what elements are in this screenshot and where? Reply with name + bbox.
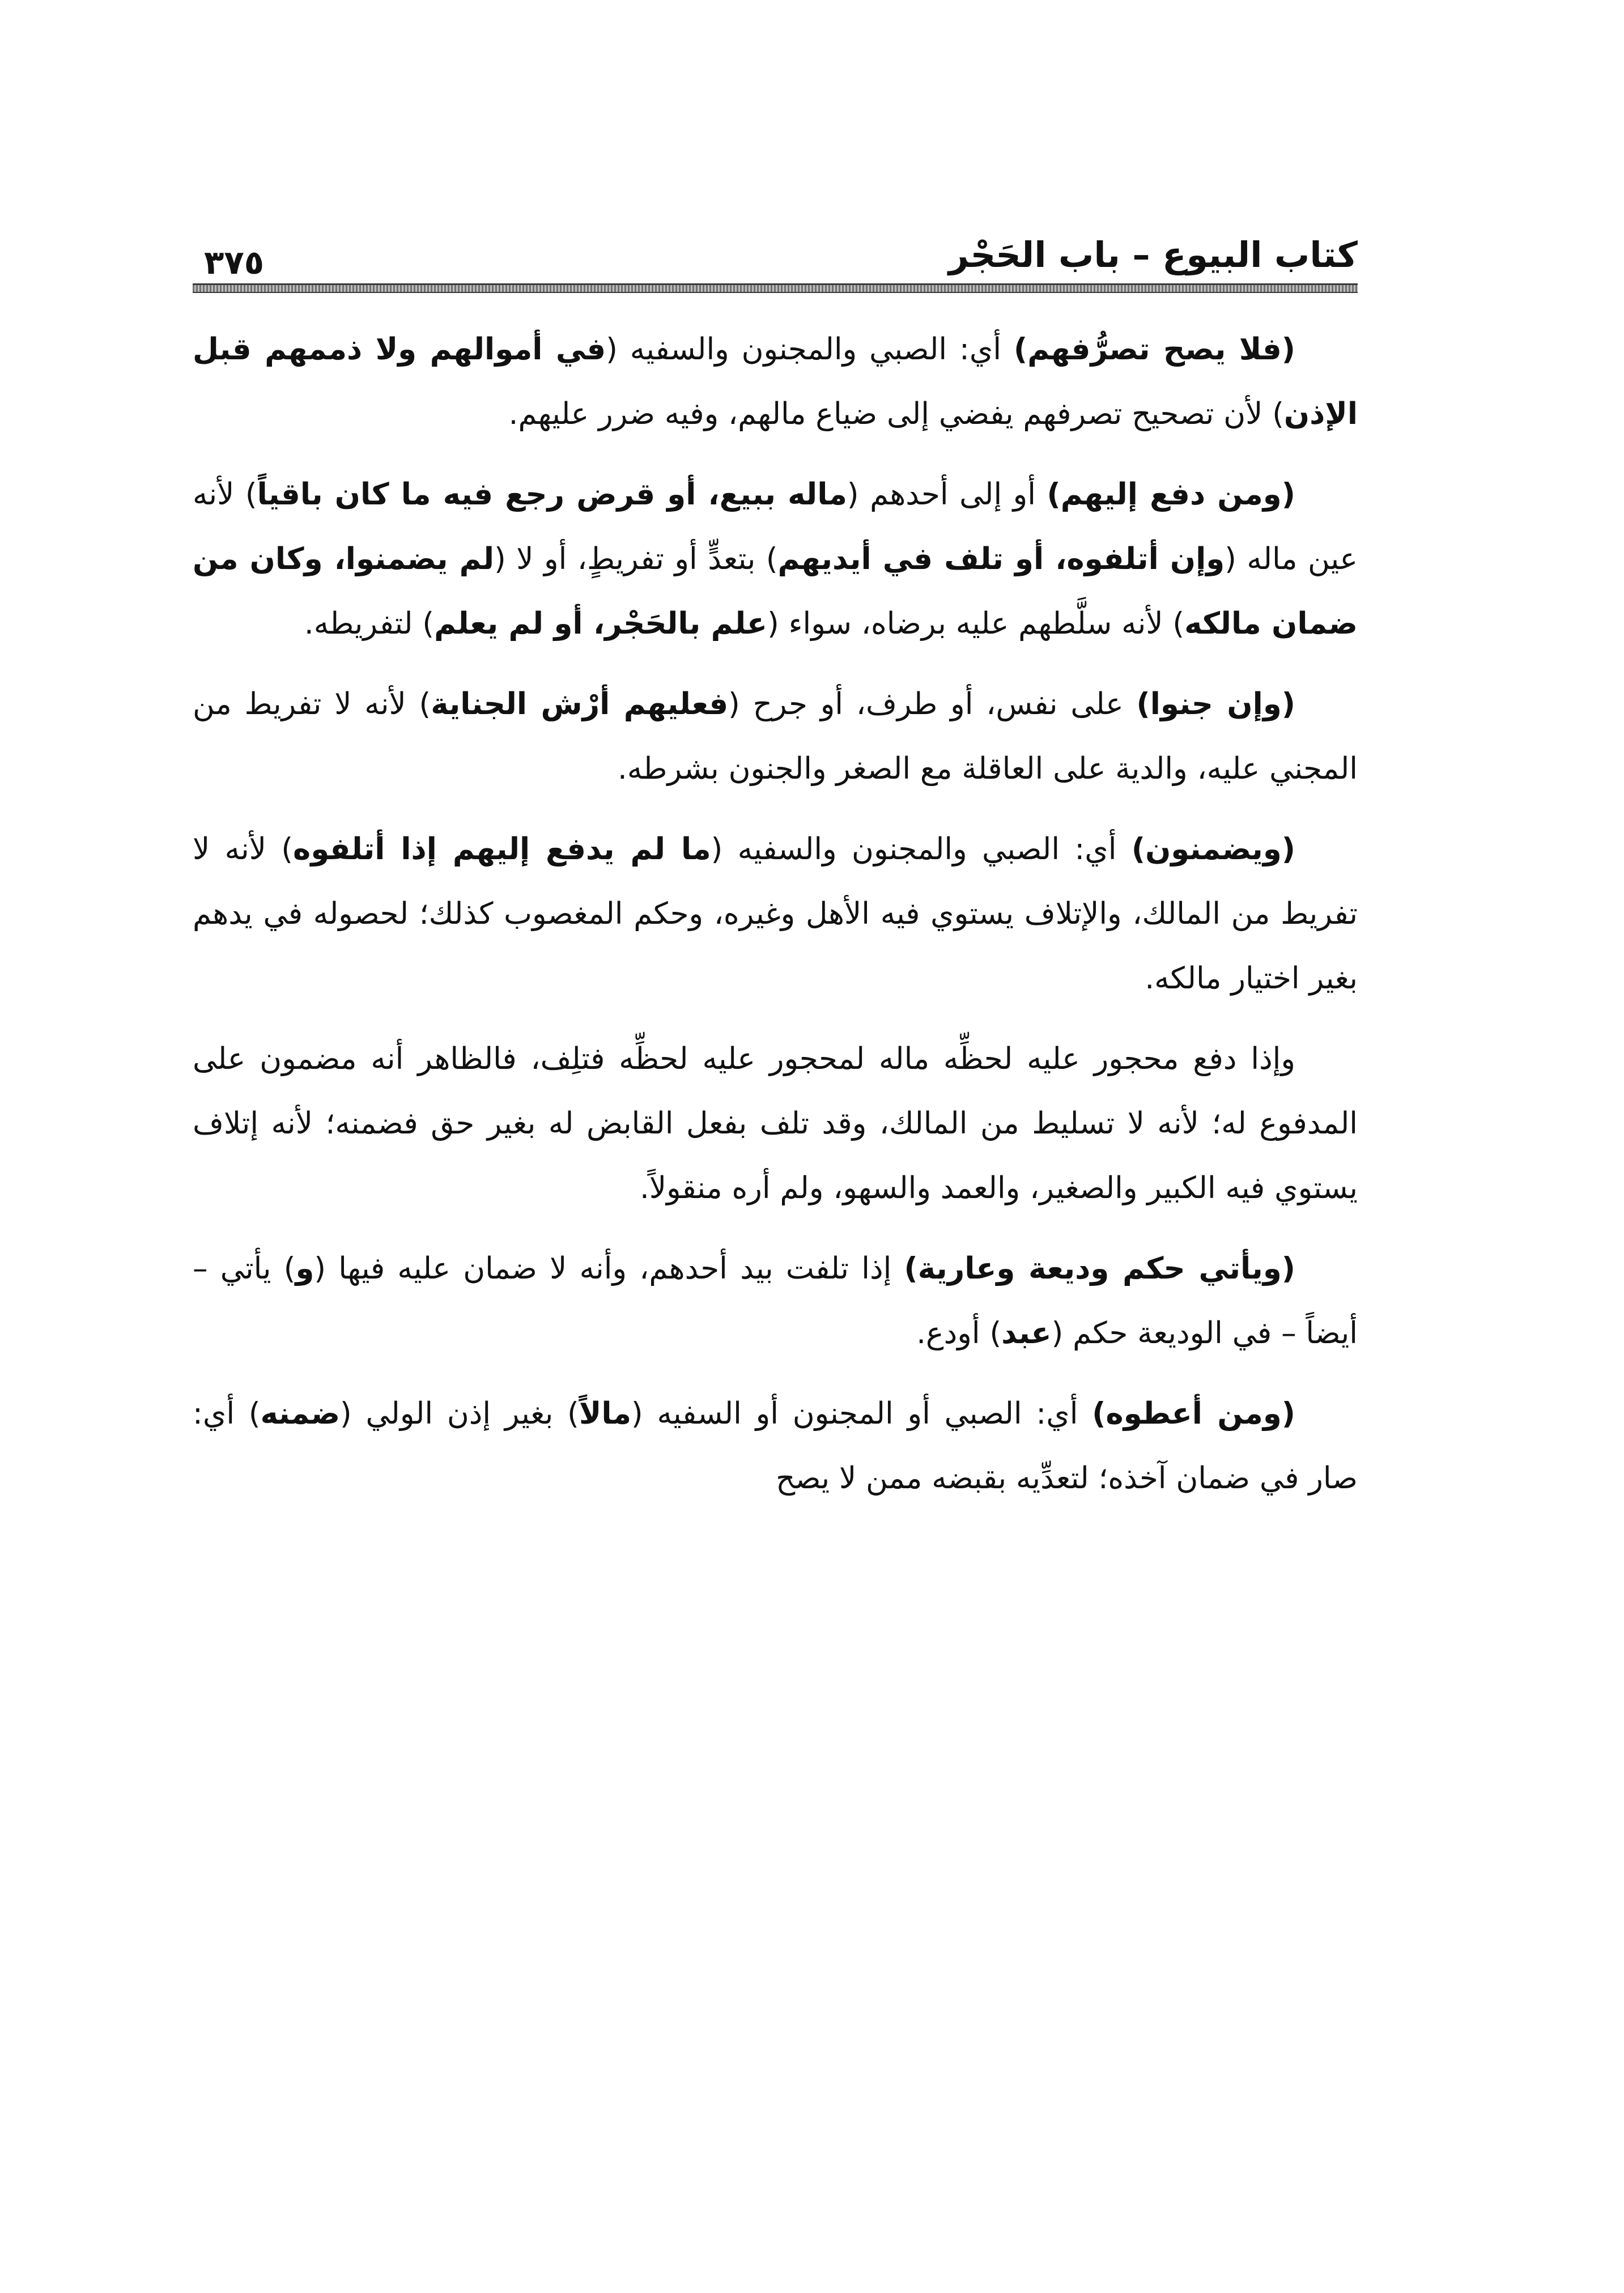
commentary-text: ) لأنه لا تفريط من المجني عليه، والدية على العاقلة مع الصغر والجنون بشرطه. — [193, 687, 1358, 786]
commentary-text: أو إلى أحدهم ( — [847, 477, 1047, 512]
commentary-text: ) بغير إذن الولي ( — [340, 1396, 579, 1431]
matn-text: علم بالحَجْر، أو لم يعلم — [434, 606, 768, 641]
commentary-text: وإذا دفع محجور عليه لحظِّه ماله لمحجور عليه لحظِّه فتلِف، فالظاهر أنه مضمون على المدفوع له؛ لأنه لا تسليط من المالك، وقد تلف بفعل القابض له بغير حق فضمنه؛ لأنه إتلاف يستوي فيه الكبير والصغير، والعمد والسهو، ولم أره منقولاً. — [193, 1042, 1358, 1205]
paragraph — [193, 462, 1358, 656]
matn-text: (ومن أعطوه) — [1092, 1396, 1295, 1431]
commentary-text: ) لأن تصحيح تصرفهم يفضي إلى ضياع مالهم، وفيه ضرر عليهم. — [508, 397, 1284, 431]
matn-text: و — [295, 1251, 314, 1286]
commentary-text: ) أودع. — [916, 1316, 1002, 1351]
commentary-text: أي: الصبي والمجنون والسفيه ( — [606, 332, 1014, 367]
paragraph — [193, 672, 1358, 801]
matn-text: في أموالهم ولا ذممهم قبل الإذن — [193, 332, 1358, 431]
running-title: كتاب البيوع – باب الحَجْر — [949, 234, 1358, 275]
matn-text: لم يضمنوا، وكان من ضمان مالكه — [193, 542, 1358, 641]
matn-text: عبد — [1001, 1316, 1052, 1351]
paragraph — [193, 1027, 1358, 1221]
commentary-text: إذا تلفت بيد أحدهم، وأنه لا ضمان عليه فيها ( — [314, 1251, 904, 1286]
header-rule — [193, 283, 1358, 293]
commentary-text: على نفس، أو طرف، أو جرح ( — [728, 687, 1137, 721]
paragraph — [193, 817, 1358, 1011]
matn-text: (ويأتي حكم وديعة وعارية) — [904, 1251, 1295, 1286]
matn-text: ماله ببيع، أو قرض رجع فيه ما كان باقياً — [257, 477, 847, 512]
matn-text: (فلا يصح تصرُّفهم) — [1013, 332, 1295, 367]
matn-text: فعليهم أرْش الجناية — [431, 687, 729, 721]
commentary-text: أي: الصبي أو المجنون أو السفيه ( — [631, 1396, 1092, 1431]
commentary-text: ) لأنه سلَّطهم عليه برضاه، سواء ( — [767, 606, 1185, 641]
running-header — [193, 227, 1358, 283]
body-text — [193, 317, 1358, 1527]
page-number: ٣٧٥ — [204, 243, 265, 282]
matn-text: (ويضمنون) — [1131, 832, 1295, 867]
matn-text: (وإن جنوا) — [1136, 687, 1295, 721]
commentary-text: أي: الصبي والمجنون والسفيه ( — [711, 832, 1132, 867]
matn-text: ضمنه — [260, 1396, 341, 1431]
matn-text: ما لم يدفع إليهم إذا أتلفوه — [293, 832, 711, 867]
commentary-text: ) بتعدٍّ أو تفريطٍ، أو لا ( — [494, 542, 778, 576]
commentary-text: ) يأتي – أيضاً – في الوديعة حكم ( — [193, 1251, 1358, 1351]
matn-text: وإن أتلفوه، أو تلف في أيديهم — [777, 542, 1225, 576]
paragraph — [193, 317, 1358, 447]
commentary-text: ) لأنه عين ماله ( — [193, 477, 1358, 576]
matn-text: مالاً — [579, 1396, 632, 1431]
paragraph — [193, 1237, 1358, 1366]
paragraph — [193, 1382, 1358, 1511]
matn-text: (ومن دفع إليهم) — [1047, 477, 1295, 512]
commentary-text: ) أي: صار في ضمان آخذه؛ لتعدِّيه بقبضه ممن لا يصح — [193, 1396, 1358, 1496]
commentary-text: ) لأنه لا تفريط من المالك، والإتلاف يستوي فيه الأهل وغيره، وحكم المغصوب كذلك؛ لحصوله في يدهم بغير اختيار مالكه. — [193, 832, 1358, 996]
commentary-text: ) لتفريطه. — [304, 606, 435, 641]
